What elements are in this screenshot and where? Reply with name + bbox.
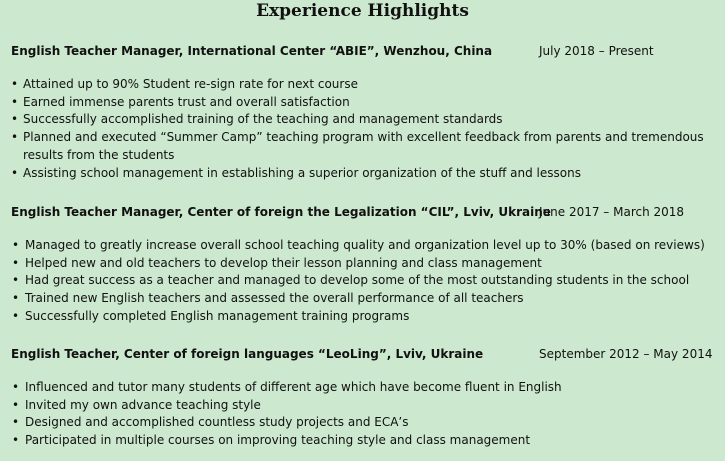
bullet-icon: • [11,112,19,127]
bullet-icon: • [11,165,19,180]
job-title: English Teacher, Center of foreign languages “LeoLing”, Lviv, Ukraine [11,347,484,361]
bullet-text: Assisting school management in establishing a superior organization of the stuff and lessons [23,165,581,180]
bullet-text: Managed to greatly increase overall school teaching quality and organization level up to 30% (based on reviews) [25,238,705,252]
bullet-item [11,414,711,432]
experience-entry-cil [11,203,711,326]
bullet-icon: • [11,77,19,91]
bullet-icon: • [12,255,20,270]
experience-entry-abie [11,42,711,182]
bullet-item [11,255,711,273]
experience-entry-leoling [11,345,711,450]
bullet-icon: • [11,130,19,145]
experience-bullets [11,76,711,182]
job-dates: June 2017 – March 2018 [539,205,685,219]
bullet-item [11,272,711,290]
experience-header [11,203,711,221]
bullet-icon: • [12,397,20,412]
bullet-item [11,94,711,112]
job-dates: September 2012 – May 2014 [539,347,713,361]
bullet-text: Successfully accomplished training of the teaching and management standards [23,112,503,127]
bullet-icon: • [12,273,20,288]
experience-header [11,42,711,60]
bullet-text: Participated in multiple courses on improving teaching style and class management [25,433,531,448]
bullet-icon: • [12,415,20,430]
bullet-item [11,290,711,308]
job-title: English Teacher Manager, International Center “ABIE”, Wenzhou, China [11,44,493,58]
experience-bullets [11,237,711,326]
bullet-text: Designed and accomplished countless study projects and ECA’s [25,415,409,430]
bullet-text: Influenced and tutor many students of different age which have become fluent in English [25,380,562,394]
bullet-icon: • [12,308,20,323]
bullet-icon: • [12,380,20,394]
bullet-text: Attained up to 90% Student re-sign rate for next course [23,77,358,91]
bullet-item [11,76,711,94]
job-title: English Teacher Manager, Center of foreign the Legalization “CIL”, Lviv, Ukraine [11,205,551,219]
bullet-icon: • [11,94,19,109]
bullet-text: Successfully completed English management training programs [25,308,410,323]
bullet-icon: • [12,291,20,306]
bullet-item [11,165,711,183]
bullet-text: Invited my own advance teaching style [25,397,261,412]
bullet-item [11,237,711,255]
job-dates: July 2018 – Present [539,44,654,58]
bullet-item [11,129,711,164]
bullet-text: Had great success as a teacher and managed to develop some of the most outstanding students in the school [25,273,690,288]
bullet-item [11,308,711,326]
bullet-text: Earned immense parents trust and overall satisfaction [23,94,350,109]
bullet-icon: • [12,433,20,448]
bullet-item [11,111,711,129]
bullet-item [11,432,711,450]
bullet-text: Helped new and old teachers to develop their lesson planning and class management [25,255,542,270]
bullet-icon: • [12,238,20,252]
bullet-text: Trained new English teachers and assessed the overall performance of all teachers [25,291,524,306]
bullet-text: Planned and executed “Summer Camp” teaching program with excellent feedback from parents and tremendous results from the students [23,130,704,162]
page-title: Experience Highlights [256,1,469,21]
experience-header [11,345,711,363]
bullet-item [11,397,711,415]
experience-bullets [11,379,711,450]
bullet-item [11,379,711,397]
